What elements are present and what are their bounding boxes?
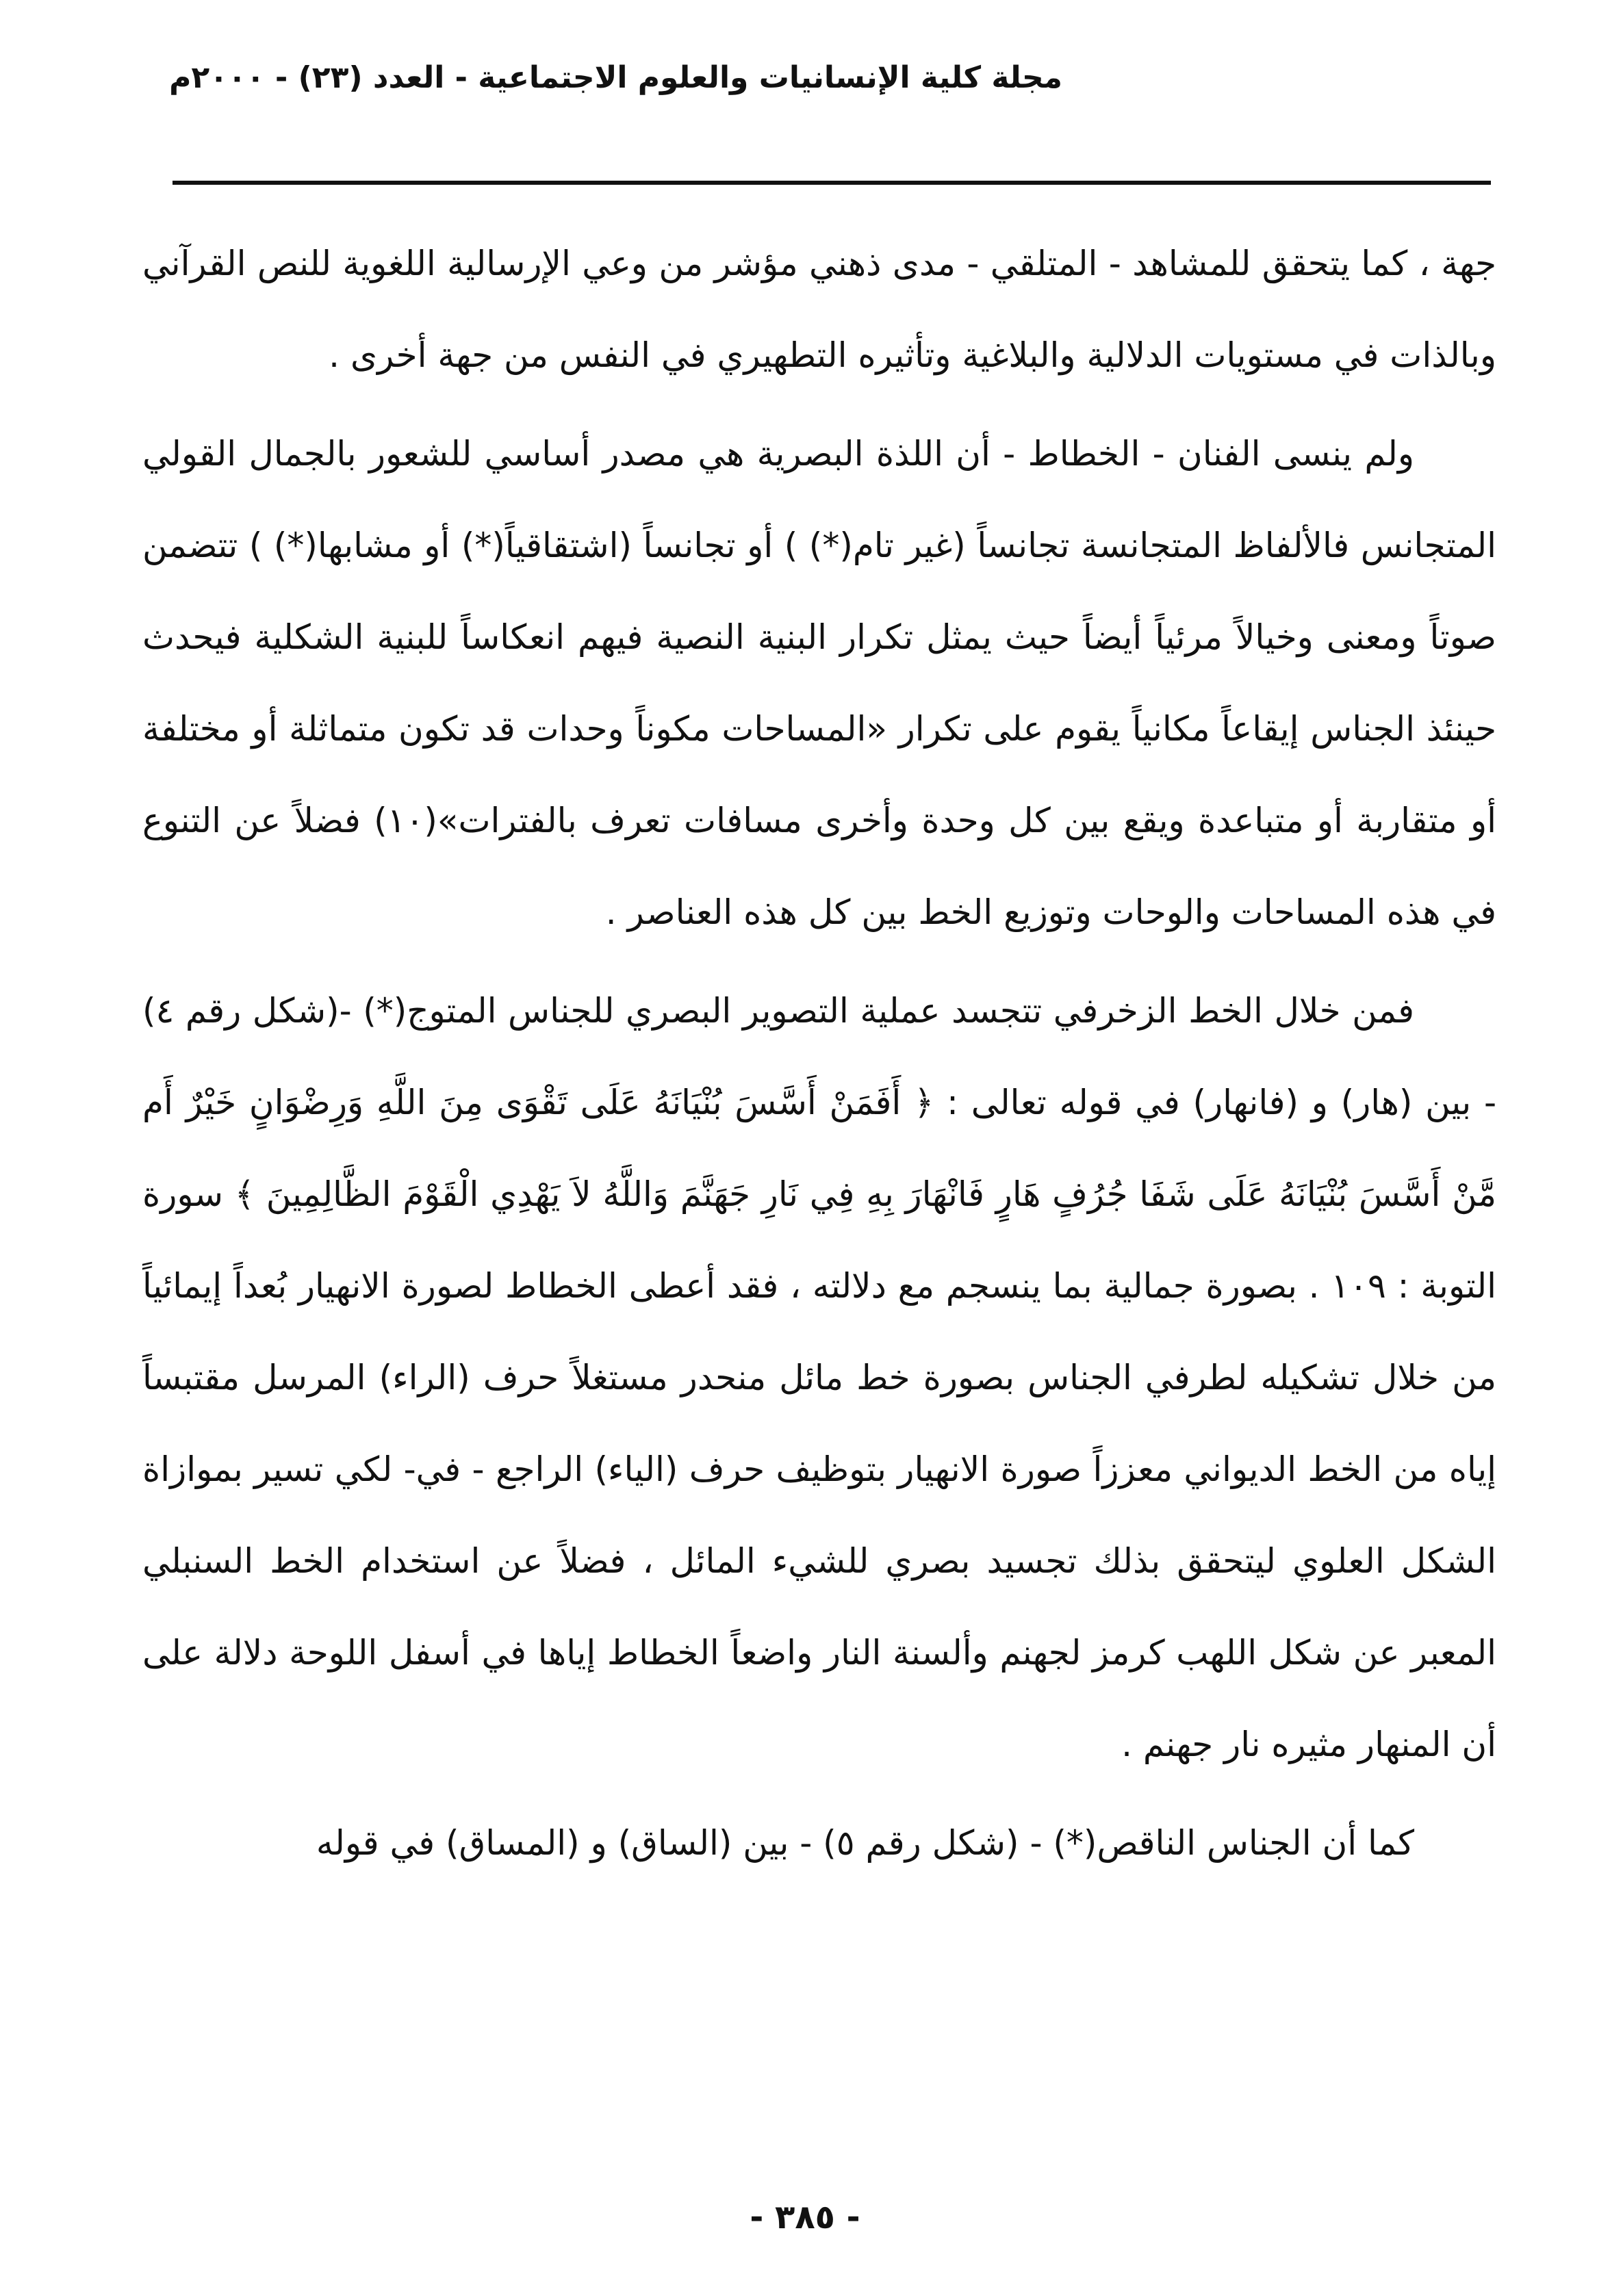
article-body xyxy=(142,218,1496,1896)
paragraph-1: جهة ، كما يتحقق للمشاهد - المتلقي - مدى ذهني مؤشر من وعي الإرسالية اللغوية للنص القرآني وبالذات في مستويات الدلالية والبلاغية وتأثيره التطهيري في النفس من جهة أخرى . xyxy=(142,244,1496,375)
paragraph-3 xyxy=(142,965,1496,1790)
paragraph-3-intro: فمن خلال الخط الزخرفي تتجسد عملية التصوير البصري للجناس المتوج(*) -(شكل رقم ٤) - بين (هار) و (فانهار) في قوله تعالى : xyxy=(142,991,1497,1122)
page-number: - ٣٨٥ - xyxy=(750,2198,860,2236)
paragraph-3-analysis: سورة التوبة : ١٠٩ . بصورة جمالية بما ينسجم مع دلالته ، فقد أعطى الخطاط لصورة الانهيار بُعداً إيمائياً من خلال تشكيله لطرفي الجناس بصورة خط مائل منحدر مستغلاً حرف (الراء) المرسل مقتبساً إياه من الخط الديواني معززاً صورة الانهيار بتوظيف حرف (الياء) الراجع - في- لكي تسير بموازاة الشكل العلوي ليتحقق بذلك تجسيد بصري للشيء المائل ، فضلاً عن استخدام الخط السنبلي المعبر عن شكل اللهب كرمز لجهنم وألسنة النار واضعاً الخطاط إياها في أسفل اللوحة دلالة على أن المنهار مثيره نار جهنم . xyxy=(142,1174,1496,1764)
journal-header-title: مجلة كلية الإنسانيات والعلوم الاجتماعية - العدد (٢٣) - ٢٠٠٠م xyxy=(169,60,1062,95)
quran-verse-quote: ﴿ أَفَمَنْ أَسَّسَ بُنْيَانَهُ عَلَى تَقْوَى مِنَ اللَّهِ وَرِضْوَانٍ خَيْرٌ أَم مَّنْ أَسَّسَ بُنْيَانَهُ عَلَى شَفَا جُرُفٍ هَارٍ فَانْهَارَ بِهِ فِي نَارِ جَهَنَّمَ وَاللَّهُ لاَ يَهْدِي الْقَوْمَ الظَّالِمِينَ ﴾ xyxy=(142,1083,1496,1214)
paragraph-4: كما أن الجناس الناقص(*) - (شكل رقم ٥) - بين (الساق) و (المساق) في قوله xyxy=(316,1823,1414,1863)
header-divider xyxy=(172,181,1491,185)
paragraph-2: ولم ينسى الفنان - الخطاط - أن اللذة البصرية هي مصدر أساسي للشعور بالجمال القولي المتجانس فالألفاظ المتجانسة تجانساً (غير تام(*) ) أو تجانساً (اشتقاقياً(*) أو مشابها(*) ) تتضمن صوتاً ومعنى وخيالاً مرئياً أيضاً حيث يمثل تكرار البنية النصية فيهم انعكاساً للبنية الشكلية فيحدث حينئذ الجناس إيقاعاً مكانياً يقوم على تكرار «المساحات مكوناً وحدات قد تكون متماثلة أو مختلفة أو متقاربة أو متباعدة ويقع بين كل وحدة وأخرى مسافات تعرف بالفترات»(١٠) فضلاً عن التنوع في هذه المساحات والوحات وتوزيع الخط بين كل هذه العناصر . xyxy=(142,434,1496,932)
